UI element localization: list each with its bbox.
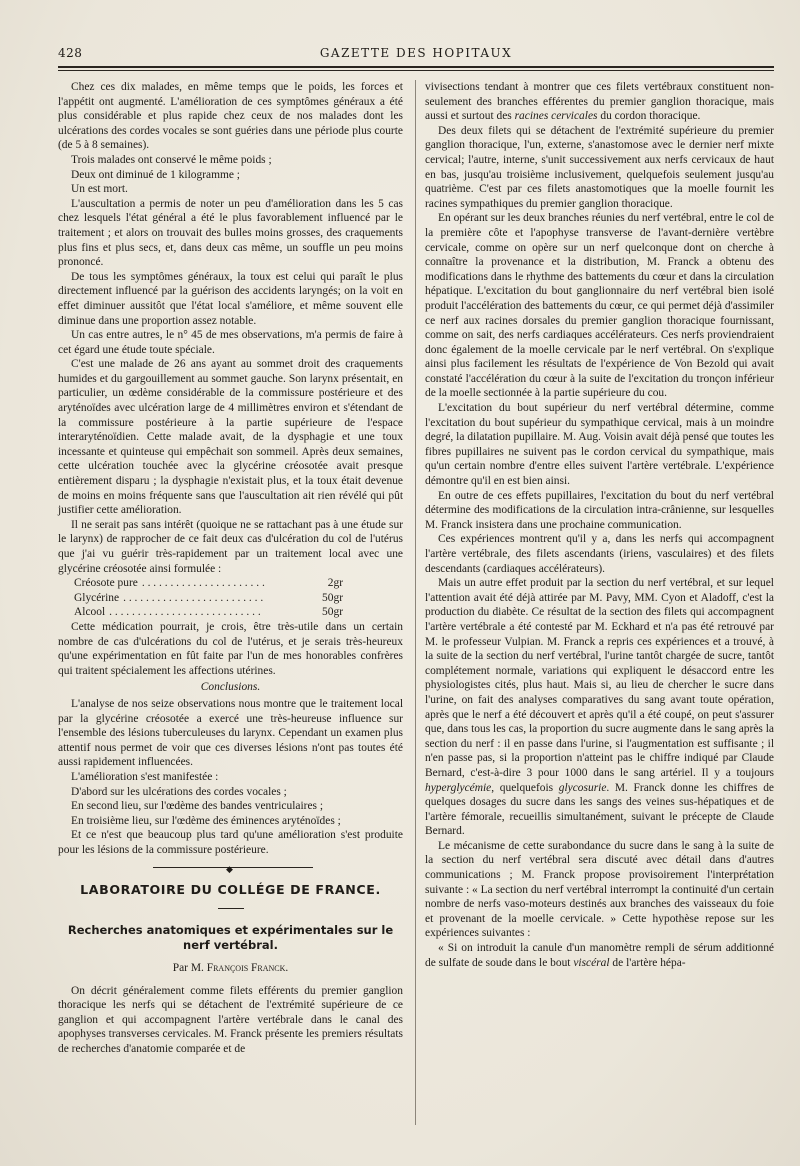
paragraph: C'est une malade de 26 ans ayant au sommet droit des craquements humides et du gargouillement au sommet gauche. Son larynx présentait, en particulier, un œdème considérable de la commissure postérieure et des aryténoïdes avec ulcération large de 4 millimètres environ et s'étendant de la commissure postérieure à la partie supérieure de l'espace interaryténoïdien. Cette malade avait, de la dysphagie et une toux incessante et quinteuse qui empêchait son sommeil. Après deux semaines, cette ulcération touchée avec la glycérine créosotée avait presque entièrement disparu ; la dysphagie n'existait plus, et la toux était devenue de moins en moins fréquente sans que l'auscultation ait rien révélé qui pût justifier cette amélioration. — [58, 358, 403, 517]
journal-title: GAZETTE DES HOPITAUX — [319, 46, 513, 60]
section-heading: LABORATOIRE DU COLLÉGE DE FRANCE. — [80, 882, 381, 898]
recipe-quantity: 50gr — [322, 591, 343, 604]
paragraph: En outre de ces effets pupillaires, l'excitation du bout du nerf vertébral détermine des modifications de la circulation intra-crânienne, sur lesquelles M. Franck insistera dans une prochaine communication. — [425, 489, 774, 531]
recipe-ingredient: Créosote pure — [74, 577, 138, 590]
paragraph: Ces expériences montrent qu'il y a, dans les nerfs qui accompagnent l'artère vertébrale, des filets ascendants (iriens, vasculaires) et des filets descendants (cardiaques accélérateurs). — [425, 533, 774, 575]
paragraph: Il ne serait pas sans intérêt (quoique ne se rattachant pas à une étude sur le larynx) de rapprocher de ce fait deux cas d'ulcération du col de l'utérus que j'ai vu guérir très-rapidement par un traitement local avec une glycérine créosotée ainsi formulée : — [58, 518, 403, 575]
page-number: 428 — [58, 46, 83, 60]
article-title: Recherches anatomiques et expérimentales sur le nerf vertébral. — [67, 923, 394, 953]
separator-line — [153, 867, 313, 868]
paragraph: L'auscultation a permis de noter un peu d'amélioration dans les 5 cas chez lesquels l'état général a été le plus favorablement influencé par le traitement ; et alors on trouvait des bulles moins grosses, des craquements plus fins et plus secs, et, dans deux cas même, un souffle un peu moins prononcé. — [58, 197, 403, 269]
italic-text: hyperglycémie — [425, 781, 492, 794]
recipe-ingredient: Alcool — [74, 606, 106, 619]
text-run: Il y a toujours — [701, 766, 774, 779]
conclusions-heading: Conclusions. — [200, 681, 261, 694]
paragraph: De tous les symptômes généraux, la toux est celui qui paraît le plus directement influencé par la guérison des accidents laryngés; on la voit en effet diminuer aussitôt que l'état local s'améliore, et même souvent elle diminue dans une proportion assez notable. — [58, 270, 403, 327]
short-rule — [218, 908, 244, 909]
paragraph — [425, 80, 774, 124]
recipe-dots: . . . . . . . . . . . . . . . . . . . . . . . . . — [123, 591, 264, 604]
text-run: . M. Franck donne les chiffres de quelques dosages du sucre dans les sangs des veines sus-hépatiques et de l'artère fémorale, recueillis simultanément, suivant le précepte de Claude Bernard. — [425, 781, 774, 838]
paragraph: Chez ces dix malades, en même temps que le poids, les forces et l'appétit ont augmenté. L'amélioration de ces symptômes généraux a été plus considérable et plus rapide chez ceux de nos malades dont les ulcérations des cordes vocales se sont guéries dans une période plus courte (de 5 à 8 semaines). — [58, 81, 403, 152]
italic-text: racines cervicales — [514, 110, 598, 123]
text-run: , quelquefois — [491, 781, 559, 794]
left-column — [58, 80, 403, 1057]
author-prefix: Par M. — [172, 962, 204, 975]
text-run: vivisections tendant à montrer que ces filets vertébraux constituent non-seulement des branches efférentes du premier ganglion thoracique, mais aussi et surtout des — [425, 81, 774, 123]
recipe-ingredient: Glycérine — [74, 591, 120, 604]
column-divider — [415, 80, 416, 1125]
list-item: D'abord sur les ulcérations des cordes vocales ; — [71, 785, 287, 798]
stat-line: Deux ont diminué de 1 kilogramme ; — [71, 168, 240, 181]
author-name: François Franck. — [206, 962, 289, 975]
paragraph: Des deux filets qui se détachent de l'extrémité supérieure du premier ganglion thoracique, l'un, externe, s'anastomose avec le dernier nerf mixte cervical; l'autre, interne, s'unit successivement aux nerfs cervicaux de haut en bas, jusqu'au troisième inclusivement, quelquefois seulement jusqu'au quatrième. C'est par ces filets anastomotiques que la moelle fournit les racines sympathiques du premier ganglion thoracique. — [425, 124, 774, 210]
text-run: de l'artère hépa- — [609, 956, 686, 969]
diamond-ornament-icon: ◆ — [226, 864, 233, 875]
list-item: L'amélioration s'est manifestée : — [71, 770, 219, 783]
text-run: « Si on introduit la canule d'un manomètre rempli de sérum additionné de sulfate de soude dans le bout — [425, 942, 774, 969]
list-item: En second lieu, sur l'œdème des bandes ventriculaires ; — [71, 800, 324, 813]
header-rule-thin — [58, 70, 774, 71]
paragraph: Un cas entre autres, le n° 45 de mes observations, m'a permis de faire à cet égard une étude toute spéciale. — [58, 329, 403, 356]
paragraph: En opérant sur les deux branches réunies du nerf vertébral, entre le col de la première côte et l'apophyse transverse de l'avant-dernière vertèbre cervicale, comme on opère sur un nerf quelconque dont on cherche à connaître la provenance et la distribution, M. Franck a obtenu des modifications dans le rhythme des battements du cœur et dans la circulation hépatique. L'excitation du bout ganglionnaire du nerf vertébral bien isolé produit l'accélération des battements du cœur, ce qui permet déjà d'assimiler ce nerf aux racines dorsales du premier ganglion thoracique fournissant, comme on sait, des nerfs cardiaques accélérateurs. Ces nerfs proviendraient donc également de la moelle cervicale par le nerf vertébral. On s'explique ainsi plus facilement les résultats de l'expérience de Von Bezold qui avait constaté l'accélération du cœur à la suite de l'excitation du tronçon inférieur de la moelle sectionnée à la partie supérieure du cou. — [425, 212, 774, 400]
section-separator — [58, 857, 403, 879]
recipe-quantity: 50gr — [322, 606, 343, 619]
author-line — [58, 961, 403, 976]
paragraph: Et ce n'est que beaucoup plus tard qu'une amélioration s'est produite pour les lésions de la commissure postérieure. — [58, 829, 403, 856]
stat-line: Un est mort. — [71, 183, 128, 196]
recipe-line — [58, 591, 403, 606]
paragraph: Cette médication pourrait, je crois, être très-utile dans un certain nombre de cas d'ulcérations du col de l'utérus, et je serais très-heureux qu'une expérimentation en fût faite par l'un de mes honorables confrères qui traitent spécialement les affections utérines. — [58, 620, 403, 677]
recipe-quantity: 2gr — [327, 577, 343, 590]
page-header — [58, 46, 774, 64]
paragraph: On décrit généralement comme filets efférents du premier ganglion thoracique les nerfs qui se détachent de l'extrémité supérieure de ce ganglion et qui accompagnent l'artère vertébrale dans le canal des apophyses transverses cervicales. M. Franck présente les premiers résultats de recherches d'anatomie comparée et de — [58, 984, 403, 1056]
paragraph: Le mécanisme de cette surabondance du sucre dans le sang à la suite de la section du nerf vertébral sera discuté avec détail dans d'autres communications ; M. Franck propose provisoirement l'interprétation suivante : « La section du nerf vertébral interrompt la continuité d'un certain nombre de nerfs vaso-moteurs destinés aux branches des vaisseaux du foie et provenant de la moelle cervicale. » Cette hypothèse repose sur les expériences suivantes : — [425, 839, 774, 940]
list-item: En troisième lieu, sur l'œdème des éminences aryténoïdes ; — [71, 814, 341, 827]
recipe-dots: . . . . . . . . . . . . . . . . . . . . . . . . . . . — [109, 606, 261, 619]
recipe-line — [58, 576, 403, 591]
header-rule-thick — [58, 66, 774, 68]
paragraph — [425, 576, 774, 839]
italic-text: viscéral — [573, 956, 610, 969]
text-run: Mais un autre effet produit par la section du nerf vertébral, et sur lequel l'attention avait été déjà attirée par M. Pavy, MM. Cyon et Aladoff, c'est la production du diabète. Ce résultat de la section des filets qui accompagnent l'artère vertébrale a été contesté par M. Eckhard et n'a pas été retrouvé par M. le professeur Vulpian. M. Franck a repris ces expériences et a trouvé, à la suite de la section du nerf vertébral, l'urine tantôt chargée de sucre, tantôt complétement normale, variations qui expliquent le désaccord entre les physiologistes cités, plus haut. Mais si, au lieu de chercher le sucre dans l'urine, on fait des analyses comparatives du sang avant toute opération, après que le nerf a été découvert et après qu'il a été coupé, on peut s'assurer que, dans tous les cas, la proportion du sucre augmente dans le sang après la section du nerf : il en passe dans l'urine, si l'augmentation est suffisante ; il n'en passe pas, si la proportion n'atteint pas le chiffre indiqué par Claude Bernard, c'est-à-dire 3 pour 1000 dans le sang artériel. — [425, 577, 774, 779]
stat-line: Trois malades ont conservé le même poids ; — [71, 153, 272, 166]
paragraph: L'analyse de nos seize observations nous montre que le traitement local par la glycérine créosotée a exercé une très-heureuse influence sur l'ensemble des lésions tuberculeuses du larynx. Cependant un examen plus attentif nous permet de voir que ces diverses lésions n'ont pas toutes été aussi rapidement influencées. — [58, 697, 403, 769]
recipe-dots: . . . . . . . . . . . . . . . . . . . . . . — [141, 577, 265, 590]
italic-text: glycosurie — [558, 781, 607, 794]
right-column — [425, 80, 774, 970]
text-run: du cordon thoracique. — [597, 110, 701, 123]
recipe-line — [58, 605, 403, 620]
paragraph: L'excitation du bout supérieur du nerf vertébral détermine, comme l'excitation du bout supérieur du sympathique cervical, mais à un moindre degré, la dilatation pupillaire. M. Aug. Voisin avait déjà pensé que toutes les fibres pupillaires ne suivent pas le cordon cervical du sympathique, mais qu'un certain nombre d'entre elles suivent l'artère vertébrale. L'expérience démontre qu'il en est bien ainsi. — [425, 402, 774, 488]
paragraph — [425, 941, 774, 970]
